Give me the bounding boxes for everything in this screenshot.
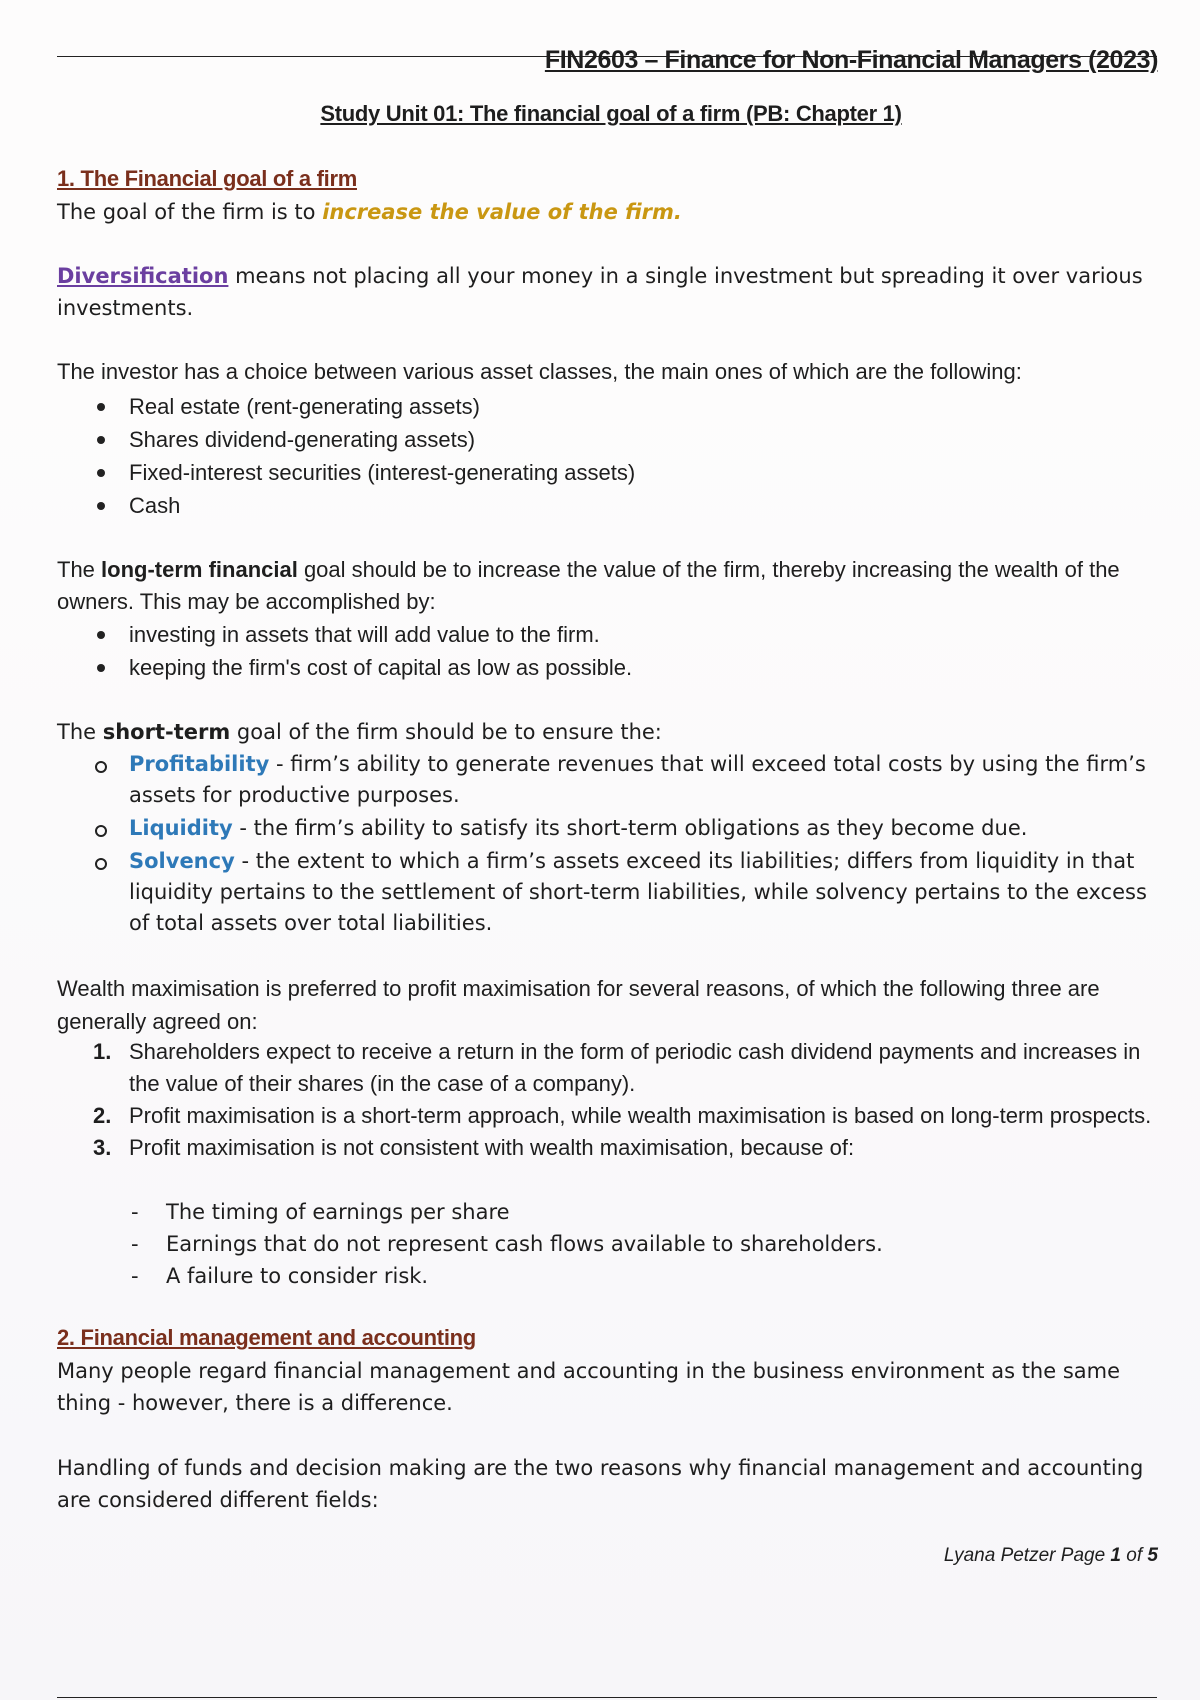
longterm-bold: long-term financial xyxy=(101,557,298,582)
list-item: Solvency - the extent to which a firm’s assets exceed its liabilities; differs from liquidity in that liquidity pertains to the settlement of short-term liabilities, while solvency pertains to the excess of total assets over total liabilities. xyxy=(57,846,1167,939)
shortterm-paragraph: The short-term goal of the firm should be to ensure the: xyxy=(57,720,662,744)
footer-author: Lyana Petzer xyxy=(943,1545,1056,1566)
solvency-term: Solvency xyxy=(129,849,235,873)
section-2-paragraph-1: Many people regard financial management and accounting in the business environment as the same thing - however, there is a difference. xyxy=(57,1359,1121,1415)
goal-emphasis: increase the value of the firm. xyxy=(322,200,682,224)
shortterm-bold: short-term xyxy=(102,720,231,744)
reason-3-sublist xyxy=(57,1196,1167,1292)
list-item: 1. Shareholders expect to receive a return in the form of periodic cash dividend payments and increases in the value of their shares (in the case of a company). xyxy=(93,1039,1141,1096)
list-item: Cash xyxy=(57,489,1167,522)
footer-page-total: 5 xyxy=(1147,1545,1158,1566)
longterm-paragraph: The long-term financial goal should be to increase the value of the firm, thereby increasing the wealth of the owners. This may be accomplished by: xyxy=(57,557,1120,614)
list-item: 2. Profit maximisation is a short-term approach, while wealth maximisation is based on long-term prospects. xyxy=(93,1103,1152,1128)
diversification-paragraph xyxy=(57,260,1167,324)
list-item: - A failure to consider risk. xyxy=(131,1264,429,1288)
diversification-definition: means not placing all your money in a single investment but spreading it over various investments. xyxy=(57,264,1143,320)
reasons-list xyxy=(57,1036,1167,1164)
longterm-list xyxy=(57,618,1167,684)
goal-paragraph xyxy=(57,196,1167,228)
section-2-paragraph-2: Handling of funds and decision making are the two reasons why financial management and accounting are considered different fields: xyxy=(57,1456,1144,1512)
shortterm-list xyxy=(57,749,1167,939)
list-item: - Earnings that do not represent cash flows available to shareholders. xyxy=(131,1232,883,1256)
list-item: Shares dividend-generating assets) xyxy=(57,423,1167,456)
list-item: Real estate (rent-generating assets) xyxy=(57,390,1167,423)
asset-intro: The investor has a choice between various asset classes, the main ones of which are the following: xyxy=(57,359,1022,384)
goal-prefix: The goal of the firm is to xyxy=(57,200,323,224)
list-item: - The timing of earnings per share xyxy=(131,1200,510,1224)
asset-class-list xyxy=(57,390,1167,522)
liquidity-term: Liquidity xyxy=(129,816,233,840)
page-footer: Lyana Petzer Page 1 of 5 xyxy=(943,1545,1158,1566)
wealth-intro: Wealth maximisation is preferred to profit maximisation for several reasons, of which the following three are generally agreed on: xyxy=(57,976,1100,1034)
list-item: investing in assets that will add value to the firm. xyxy=(57,618,1167,651)
list-item: Liquidity - the firm’s ability to satisfy its short-term obligations as they become due. xyxy=(57,813,1167,844)
section-1-heading: 1. The Financial goal of a firm xyxy=(57,166,357,191)
profitability-term: Profitability xyxy=(129,752,270,776)
list-item: 3. Profit maximisation is not consistent with wealth maximisation, because of: xyxy=(93,1135,855,1160)
list-item: Profitability - firm’s ability to generate revenues that will exceed total costs by using the firm’s assets for productive purposes. xyxy=(57,749,1167,811)
section-2-heading: 2. Financial management and accounting xyxy=(57,1325,476,1350)
diversification-term: Diversification xyxy=(57,264,229,288)
footer-page-number: 1 xyxy=(1110,1545,1121,1566)
list-item: keeping the firm's cost of capital as low as possible. xyxy=(57,651,1167,684)
course-header: FIN2603 – Finance for Non-Financial Managers (2023) xyxy=(544,46,1158,74)
list-item: Fixed-interest securities (interest-generating assets) xyxy=(57,456,1167,489)
unit-title: Study Unit 01: The financial goal of a firm (PB: Chapter 1) xyxy=(320,101,902,126)
footer-rule xyxy=(57,1697,1157,1698)
